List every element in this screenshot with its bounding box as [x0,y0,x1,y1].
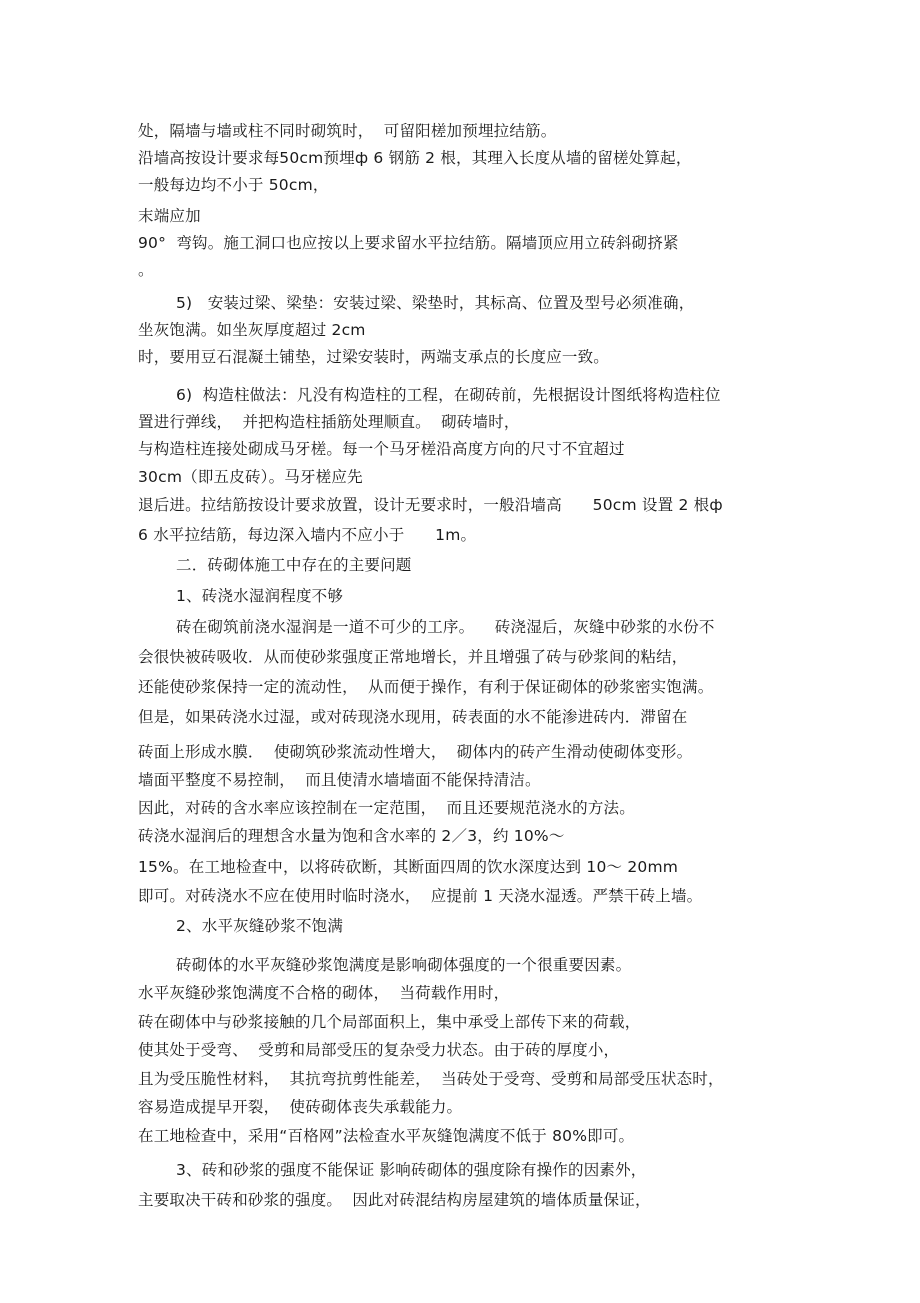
text-line: 。 [138,261,154,279]
text-line: 90° 弯钩。施工洞口也应按以上要求留水平拉结筋。隔墙顶应用立砖斜砌挤紧 [138,234,679,252]
text-line: 但是，如果砖浇水过湿，或对砖现浇水现用，砖表面的水不能渗进砖内．滞留在 [138,708,688,726]
text-line: 一般每边均不小于 50cm， [138,176,329,194]
text-line: 置进行弹线， 并把构造柱插筋处理顺直。 砌砖墙时， [138,413,520,431]
text-line: 在工地检查中，采用“百格网”法检查水平灰缝饱满度不低于 80%即可。 [138,1127,635,1145]
text-line: 6 水平拉结筋，每边深入墙内不应小于 1m。 [138,526,477,544]
text-line: 墙面平整度不易控制， 而且使清水墙墙面不能保持清洁。 [138,771,541,789]
text-line: 即可。对砖浇水不应在使用时临时浇水， 应提前 1 天浇水湿透。严禁干砖上墙。 [138,887,703,905]
text-line: 主要取决干砖和砂浆的强度。 因此对砖混结构房屋建筑的墙体质量保证， [138,1191,651,1209]
subsection-heading: 1、砖浇水湿润程度不够 [176,587,344,605]
text-line: 坐灰饱满。如坐灰厚度超过 2cm [138,321,366,339]
paragraph-first-line: 砖砌体的水平灰缝砂浆饱满度是影响砌体强度的一个很重要因素。 [176,956,632,974]
text-line: 15%。在工地检查中，以将砖砍断，其断面四周的饮水深度达到 10～ 20mm [138,858,679,876]
text-line: 与构造柱连接处砌成马牙槎。每一个马牙槎沿高度方向的尺寸不宜超过 [138,440,625,458]
text-line: 水平灰缝砂浆饱满度不合格的砌体， 当荷载作用时， [138,984,510,1002]
text-line: 会很快被砖吸收．从而使砂浆强度正常地增长，并且增强了砖与砂浆间的粘结， [138,648,688,666]
subsection-heading: 3、砖和砂浆的强度不能保证 影响砖砌体的强度除有操作的因素外， [176,1161,647,1179]
text-line: 砖浇水湿润后的理想含水量为饱和含水率的 2／3，约 10%～ [138,827,565,845]
paragraph-first-line: 6) 构造柱做法：凡没有构造柱的工程，在砌砖前，先根据设计图纸将构造柱位 [176,386,721,404]
text-line: 30cm（即五皮砖）。马牙槎应先 [138,468,363,486]
text-line: 处，隔墙与墙或柱不同时砌筑时， 可留阳槎加预埋拉结筋。 [138,122,557,140]
text-line: 砖面上形成水膜． 使砌筑砂浆流动性增大， 砌体内的砖产生滑动使砌体变形。 [138,743,693,761]
paragraph-first-line: 5) 安装过梁、梁垫：安装过梁、梁垫时，其标高、位置及型号必须准确， [176,294,695,312]
text-line: 时，要用豆石混凝土铺垫，过梁安装时，两端支承点的长度应一致。 [138,348,610,366]
paragraph-first-line: 砖在砌筑前浇水湿润是一道不可少的工序。 砖浇湿后，灰缝中砂浆的水份不 [176,618,715,636]
subsection-heading: 2、水平灰缝砂浆不饱满 [176,917,344,935]
text-line: 砖在砌体中与砂浆接触的几个局部面积上，集中承受上部传下来的荷载， [138,1013,641,1031]
text-line: 且为受压脆性材料， 其抗弯抗剪性能差， 当砖处于受弯、受剪和局部受压状态时， [138,1070,724,1088]
text-line: 容易造成提早开裂， 使砖砌体丧失承载能力。 [138,1098,463,1116]
text-line: 使其处于受弯、 受剪和局部受压的复杂受力状态。由于砖的厚度小， [138,1041,620,1059]
section-heading: 二．砖砌体施工中存在的主要问题 [176,556,412,574]
text-line: 沿墙高按设计要求每50cm预埋ф 6 钢筋 2 根，其理入长度从墙的留槎处算起， [138,149,692,167]
text-line: 因此，对砖的含水率应该控制在一定范围， 而且还要规范浇水的方法。 [138,799,635,817]
text-line: 还能使砂浆保持一定的流动性， 从而便于操作，有利于保证砌体的砂浆密实饱满。 [138,678,714,696]
text-line: 退后进。拉结筋按设计要求放置，设计无要求时，一般沿墙高 50cm 设置 2 根ф [138,496,723,514]
text-line: 末端应加 [138,207,201,225]
